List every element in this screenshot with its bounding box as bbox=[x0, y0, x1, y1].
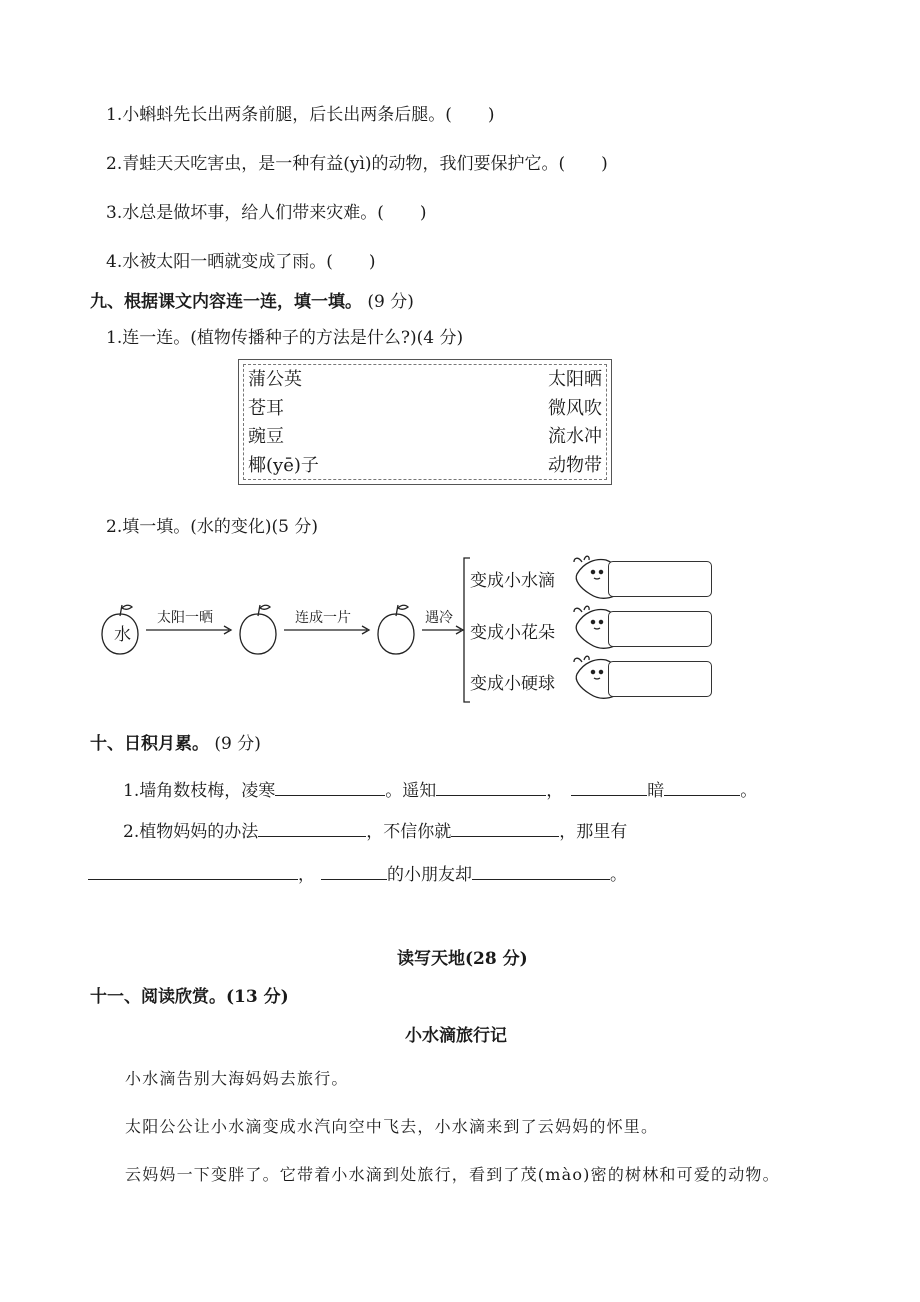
section-heading-text: 九、根据课文内容连一连，填一填。 bbox=[90, 292, 362, 312]
plant-item[interactable]: 苍耳 bbox=[248, 397, 284, 419]
poem-line-2 bbox=[123, 817, 627, 842]
fill-blank[interactable] bbox=[664, 779, 740, 796]
plant-item[interactable]: 蒲公英 bbox=[248, 369, 302, 390]
branch-label-3: 变成小硬球 bbox=[470, 674, 555, 694]
plant-column bbox=[248, 366, 319, 480]
judge-item-3 bbox=[106, 198, 427, 223]
apple-icon bbox=[378, 605, 414, 654]
answer-box-3[interactable] bbox=[608, 661, 712, 697]
fill-blank[interactable] bbox=[472, 863, 610, 880]
poem-text: 2.植物妈妈的办法 bbox=[123, 822, 259, 842]
poem-text: 1.墙角数枝梅，凌寒 bbox=[123, 781, 276, 801]
story-title: 小水滴旅行记 bbox=[405, 1026, 507, 1046]
close-paren: ) bbox=[368, 252, 376, 272]
flow-step2-label: 连成一片 bbox=[295, 610, 351, 626]
flow-step3-label: 遇冷 bbox=[425, 610, 453, 626]
branch-label-2: 变成小花朵 bbox=[470, 623, 555, 643]
story-paragraph: 太阳公公让小水滴变成水汽向空中飞去，小水滴来到了云妈妈的怀里。 bbox=[125, 1117, 659, 1136]
answer-box-2[interactable] bbox=[608, 611, 712, 647]
close-paren: ) bbox=[419, 203, 427, 223]
judge-item-4 bbox=[106, 247, 376, 272]
method-item[interactable]: 太阳晒 bbox=[548, 369, 602, 390]
poem-text: 。遥知 bbox=[385, 781, 437, 801]
close-paren: ) bbox=[487, 105, 495, 125]
judge-item-2 bbox=[106, 149, 608, 174]
judge-item-text: 1.小蝌蚪先长出两条前腿，后长出两条后腿。( bbox=[106, 105, 452, 125]
close-paren: ) bbox=[601, 154, 608, 174]
section-score: (9 分) bbox=[367, 292, 414, 312]
poem-text: ， bbox=[546, 781, 564, 801]
poem-text: 的小朋友却 bbox=[387, 865, 472, 885]
poem-text: ，不信你就 bbox=[366, 822, 452, 842]
reading-heading: 十一、阅读欣赏。(13 分) bbox=[90, 987, 289, 1007]
section9-q1: 1.连一连。(植物传播种子的方法是什么?)(4 分) bbox=[106, 328, 464, 348]
plant-item[interactable]: 椰(yē)子 bbox=[248, 454, 319, 476]
section-heading-text: 十、日积月累。 bbox=[90, 734, 209, 754]
fill-blank[interactable] bbox=[88, 863, 298, 880]
poem-line-1 bbox=[123, 776, 757, 801]
poem-text: ，那里有 bbox=[559, 822, 628, 842]
poem-text: 。 bbox=[610, 865, 627, 885]
judge-item-text: 4.水被太阳一晒就变成了雨。( bbox=[106, 252, 333, 272]
fill-blank[interactable] bbox=[571, 779, 647, 796]
section9-heading bbox=[90, 287, 414, 312]
poem-line-3 bbox=[88, 860, 627, 885]
answer-box-1[interactable] bbox=[608, 561, 712, 597]
story-paragraph: 云妈妈一下变胖了。它带着小水滴到处旅行，看到了茂(mào)密的树林和可爱的动物。 bbox=[125, 1165, 780, 1184]
judge-item-text: 3.水总是做坏事，给人们带来灾难。( bbox=[106, 203, 384, 223]
method-column bbox=[548, 366, 602, 480]
section9-q2: 2.填一填。(水的变化)(5 分) bbox=[106, 517, 318, 537]
method-item[interactable]: 流水冲 bbox=[548, 426, 602, 447]
method-item[interactable]: 微风吹 bbox=[548, 397, 602, 419]
fill-blank[interactable] bbox=[436, 779, 546, 796]
apple-icon bbox=[240, 605, 276, 654]
fill-blank[interactable] bbox=[275, 779, 385, 796]
reading-section-title: 读写天地(28 分) bbox=[397, 949, 528, 969]
branch-label-1: 变成小水滴 bbox=[470, 571, 555, 591]
section10-heading bbox=[90, 729, 261, 754]
poem-text: ， bbox=[298, 865, 315, 885]
poem-text: 暗 bbox=[647, 781, 665, 801]
poem-text: 。 bbox=[740, 781, 758, 801]
fill-blank[interactable] bbox=[451, 820, 559, 837]
method-item[interactable]: 动物带 bbox=[548, 454, 602, 476]
flow-step1-label: 太阳一晒 bbox=[157, 610, 213, 626]
section-score: (9 分) bbox=[214, 734, 261, 754]
story-paragraph: 小水滴告别大海妈妈去旅行。 bbox=[125, 1069, 349, 1088]
plant-item[interactable]: 豌豆 bbox=[248, 426, 284, 447]
fill-blank[interactable] bbox=[321, 863, 387, 880]
flow-start-label: 水 bbox=[114, 625, 131, 645]
judge-item-1 bbox=[106, 100, 495, 125]
fill-blank[interactable] bbox=[258, 820, 366, 837]
matching-box bbox=[238, 359, 612, 485]
judge-item-text: 2.青蛙天天吃害虫，是一种有益(yì)的动物，我们要保护它。( bbox=[106, 154, 566, 174]
